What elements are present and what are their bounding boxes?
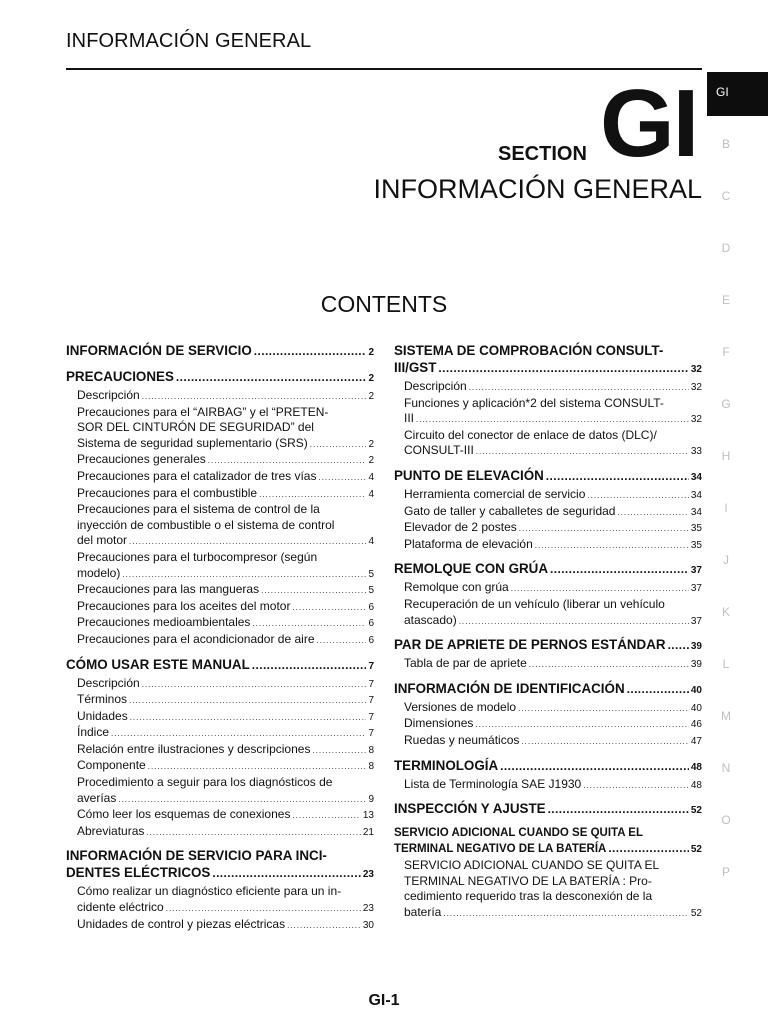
side-index-item[interactable]: M — [721, 709, 731, 723]
page-number: 48 — [690, 761, 702, 773]
side-index-item[interactable]: I — [724, 501, 728, 515]
side-index-item[interactable]: K — [721, 605, 730, 619]
toc-entry[interactable]: Abreviaturas ..... 21 — [77, 824, 374, 841]
toc-entry[interactable]: Circuito del conector de enlace de datos (DLC)/ CONSULT-III ..... 33 — [404, 428, 702, 460]
page-number: 52 — [690, 805, 702, 817]
toc-entry[interactable]: Descripción ..... 2 — [77, 388, 374, 405]
toc-entry[interactable]: Unidades ..... 7 — [77, 709, 374, 726]
side-index-item[interactable]: G — [721, 397, 731, 411]
side-index — [712, 128, 740, 908]
toc-entry[interactable]: Remolque con grúa ..... 37 — [404, 580, 702, 597]
side-index-item[interactable]: C — [721, 189, 731, 203]
section-code: GI — [600, 70, 698, 177]
toc-entry[interactable]: Precauciones generales ..... 2 — [77, 452, 374, 469]
side-index-item[interactable]: N — [721, 761, 731, 775]
toc-entry[interactable]: Precauciones para el acondicionador de aire ..... 6 — [77, 632, 374, 649]
side-index-item[interactable]: E — [721, 293, 730, 307]
toc-entry[interactable]: Índice ..... 7 — [77, 725, 374, 742]
page-number: 2 — [368, 373, 374, 384]
toc-section-title[interactable]: PUNTO DE ELEVACIÓN ..... 34 — [394, 467, 702, 486]
side-index-item[interactable]: D — [721, 241, 731, 255]
page-number: 7 — [368, 660, 374, 672]
toc-entry[interactable]: Lista de Terminología SAE J1930 ..... 48 — [404, 777, 702, 794]
side-index-item[interactable]: B — [721, 137, 730, 151]
page-number: 40 — [690, 684, 702, 696]
toc-entry[interactable]: Recuperación de un vehículo (liberar un vehículo atascado) ..... 37 — [404, 597, 702, 629]
page-number-footer: GI-1 — [368, 992, 400, 1009]
toc-entry[interactable]: Ruedas y neumáticos ..... 47 — [404, 733, 702, 750]
toc-section — [66, 847, 374, 933]
toc-entry[interactable]: Herramienta comercial de servicio ..... 34 — [404, 487, 702, 504]
toc-section-title[interactable]: REMOLQUE CON GRÚA ..... 37 — [394, 560, 702, 579]
toc-section-title[interactable]: PAR DE APRIETE DE PERNOS ESTÁNDAR ..... 39 — [394, 636, 702, 655]
toc-section — [66, 342, 374, 361]
toc-entry[interactable]: Términos ..... 7 — [77, 692, 374, 709]
toc-section-title[interactable]: SISTEMA DE COMPROBACIÓN CONSULT- III/GST ..... 32 — [394, 342, 702, 378]
toc-section — [66, 368, 374, 649]
toc-section — [394, 560, 702, 629]
side-index-item[interactable]: L — [722, 657, 730, 671]
toc-section — [394, 800, 702, 819]
page-number: 23 — [362, 869, 374, 881]
toc-entry[interactable]: Precauciones para los aceites del motor ..... 6 — [77, 599, 374, 616]
toc-section — [394, 467, 702, 553]
toc-section-title[interactable]: INFORMACIÓN DE SERVICIO PARA INCI- DENTES ELÉCTRICOS ..... 23 — [66, 847, 374, 883]
toc-entry[interactable]: Precauciones para el “AIRBAG” y el “PRETEN- SOR DEL CINTURÓN DE SEGURIDAD” del Sistema de seguridad suplementario (SRS) ..... 2 — [77, 405, 374, 453]
toc-entry[interactable]: Unidades de control y piezas eléctricas ..... 30 — [77, 917, 374, 934]
toc-entry[interactable]: Dimensiones ..... 46 — [404, 716, 702, 733]
section-name: INFORMACIÓN GENERAL — [373, 174, 702, 204]
toc-section — [394, 342, 702, 460]
page-number: 52 — [690, 844, 702, 856]
toc-entry[interactable]: Elevador de 2 postes ..... 35 — [404, 520, 702, 537]
toc-entry[interactable]: Descripción ..... 32 — [404, 379, 702, 396]
page-number: 39 — [690, 641, 702, 653]
toc-entry[interactable]: Funciones y aplicación*2 del sistema CONSULT- III ..... 32 — [404, 396, 702, 428]
toc-section — [66, 656, 374, 841]
toc-section — [394, 757, 702, 794]
toc-entry[interactable]: Relación entre ilustraciones y descripciones ..... 8 — [77, 742, 374, 759]
side-index-item[interactable]: F — [722, 345, 730, 359]
contents-heading: CONTENTS — [320, 291, 448, 317]
toc-section-title[interactable]: INFORMACIÓN DE IDENTIFICACIÓN ..... 40 — [394, 680, 702, 699]
toc-section — [394, 680, 702, 750]
toc-entry[interactable]: Cómo leer los esquemas de conexiones ..... 13 — [77, 807, 374, 824]
page-number: 32 — [690, 364, 702, 375]
side-index-active-label: GI — [716, 85, 729, 99]
side-index-item[interactable]: P — [721, 865, 730, 879]
side-index-item[interactable]: J — [723, 553, 729, 567]
toc-entry[interactable]: Tabla de par de apriete ..... 39 — [404, 656, 702, 673]
toc-section-title[interactable]: CÓMO USAR ESTE MANUAL ..... 7 — [66, 656, 374, 675]
page-number: 2 — [368, 347, 374, 358]
running-header-title: INFORMACIÓN GENERAL — [66, 30, 312, 52]
toc-right-column — [394, 342, 702, 928]
toc-entry[interactable]: Componente ..... 8 — [77, 758, 374, 775]
toc-entry[interactable]: Versiones de modelo ..... 40 — [404, 700, 702, 717]
toc-section — [394, 826, 702, 921]
toc-entry[interactable]: Precauciones para el combustible ..... 4 — [77, 486, 374, 503]
page-number: 37 — [690, 565, 702, 577]
toc-section-title[interactable]: TERMINOLOGÍA ..... 48 — [394, 757, 702, 776]
side-index-item[interactable]: H — [721, 449, 731, 463]
toc-entry[interactable]: Procedimiento a seguir para los diagnósticos de averías ..... 9 — [77, 775, 374, 807]
toc-entry[interactable]: Precauciones medioambientales ..... 6 — [77, 615, 374, 632]
side-index-item[interactable]: O — [721, 813, 731, 827]
section-label: SECTION — [498, 143, 587, 165]
page-number: 34 — [690, 471, 702, 483]
toc-section-title[interactable]: SERVICIO ADICIONAL CUANDO SE QUITA EL TERMINAL NEGATIVO DE LA BATERÍA ..... 52 — [394, 826, 702, 857]
side-index-active-tab[interactable] — [707, 72, 768, 116]
toc-section-title[interactable]: INSPECCIÓN Y AJUSTE ..... 52 — [394, 800, 702, 819]
toc-entry[interactable]: Cómo realizar un diagnóstico eficiente para un in- cidente eléctrico ..... 23 — [77, 884, 374, 916]
toc-entry[interactable]: Precauciones para el sistema de control de la inyección de combustible o el sistema de control del motor ..... 4 — [77, 502, 374, 550]
toc-entry[interactable]: Precauciones para las mangueras ..... 5 — [77, 582, 374, 599]
toc-left-column — [66, 342, 374, 940]
toc-section-title[interactable]: INFORMACIÓN DE SERVICIO ..... 2 — [66, 342, 374, 361]
toc-entry[interactable]: Gato de taller y caballetes de seguridad ..... 34 — [404, 504, 702, 521]
toc-entry[interactable]: Precauciones para el catalizador de tres vías ..... 4 — [77, 469, 374, 486]
toc-section — [394, 636, 702, 673]
toc-section-title[interactable]: PRECAUCIONES ..... 2 — [66, 368, 374, 387]
toc-entry[interactable]: SERVICIO ADICIONAL CUANDO SE QUITA EL TERMINAL NEGATIVO DE LA BATERÍA : Pro- cedimiento requerido tras la desconexión de la batería ..... 52 — [404, 858, 702, 921]
toc-entry[interactable]: Precauciones para el turbocompresor (según modelo) ..... 5 — [77, 550, 374, 582]
toc-entry[interactable]: Plataforma de elevación ..... 35 — [404, 537, 702, 554]
toc-entry[interactable]: Descripción ..... 7 — [77, 676, 374, 693]
